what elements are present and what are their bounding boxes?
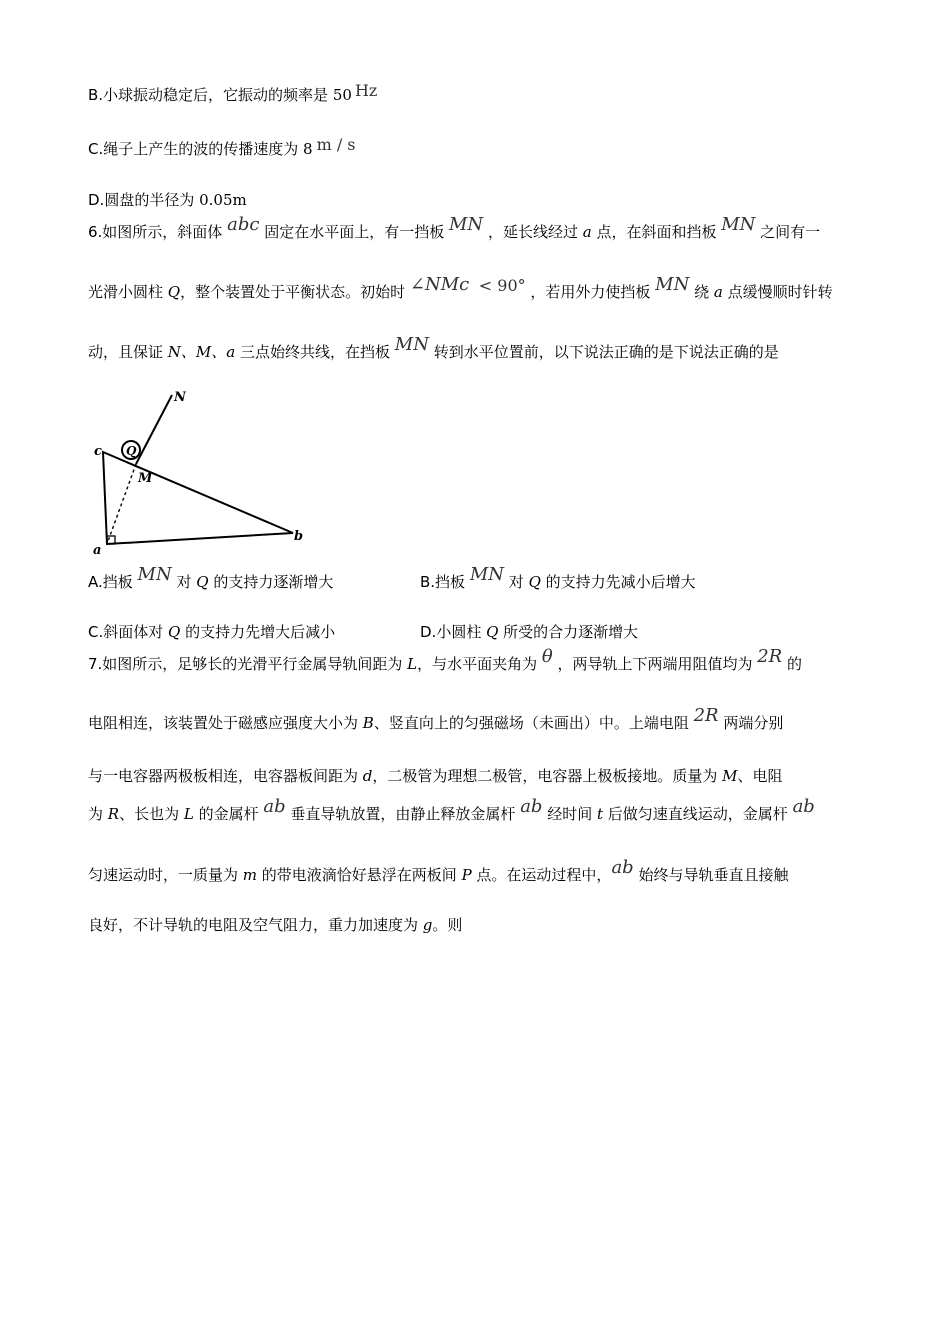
hz-unit: Hz [354,81,378,100]
q7-stem-line-1: 7.如图所示，足够长的光滑平行金属导轨间距为 L，与水平面夹角为 θ ，两导轨上下两端用阻值均为 2R 的 [88,646,803,673]
incline-triangle [103,452,293,544]
q5-option-d: D.圆盘的半径为 0.05m [88,191,247,209]
q6-option-a: A.挡板 MN 对 Q 的支持力逐渐增大 [88,564,334,591]
q7-stem-line-2: 电阻相连，该装置处于磁感应强度大小为 B、竖直向上的匀强磁场（未画出）中。上端电阻 2R 两端分别 [88,705,784,732]
label-q: Q [126,444,137,458]
label-m: M [138,471,153,486]
q7-stem-line-6: 良好，不计导轨的电阻及空气阻力，重力加速度为 g。则 [88,916,463,934]
dashed-extension [107,464,136,544]
label-a: a [93,543,102,557]
q6-option-c: C.斜面体对 Q 的支持力先增大后减小 [88,623,336,641]
incline-diagram [88,385,308,557]
q5-option-c: C.绳子上产生的波的传播速度为 8 m / s [88,135,356,158]
q6-stem-line-1: 6.如图所示，斜面体 abc 固定在水平面上，有一挡板 MN ，延长线经过 a 点，在斜面和挡板 MN 之间有一 [88,214,821,241]
q7-stem-line-5: 匀速运动时，一质量为 m 的带电液滴恰好悬浮在两板间 P 点。在运动过程中，ab 始终与导轨垂直且接触 [88,857,789,884]
q7-stem-line-3: 与一电容器两极板相连，电容器板间距为 d，二极管为理想二极管，电容器上极板接地。质量为 M、电阻 [88,767,783,785]
q7-stem-line-4: 为 R、长也为 L 的金属杆 ab 垂直导轨放置，由静止释放金属杆 ab 经时间 t 后做匀速直线运动，金属杆 ab [88,796,815,823]
label-n: N [174,390,186,405]
q6-stem-line-2: 光滑小圆柱 Q，整个装置处于平衡状态。初始时 ∠NMc < 90° ，若用外力使挡板 MN 绕 a 点缓慢顺时针转 [88,274,833,301]
label-c: c [94,444,102,459]
label-b: b [294,529,304,544]
board-mn [136,395,172,464]
ms-unit: m / s [316,135,356,154]
q6-stem-line-3: 动，且保证 N、M、a 三点始终共线，在挡板 MN 转到水平位置前，以下说法正确的是下说法正确的是 [88,334,779,361]
q5-option-b: B.小球振动稳定后，它振动的频率是 50 Hz [88,81,378,104]
q6-option-d: D.小圆柱 Q 所受的合力逐渐增大 [420,623,639,641]
q6-option-b: B.挡板 MN 对 Q 的支持力先减小后增大 [420,564,696,591]
